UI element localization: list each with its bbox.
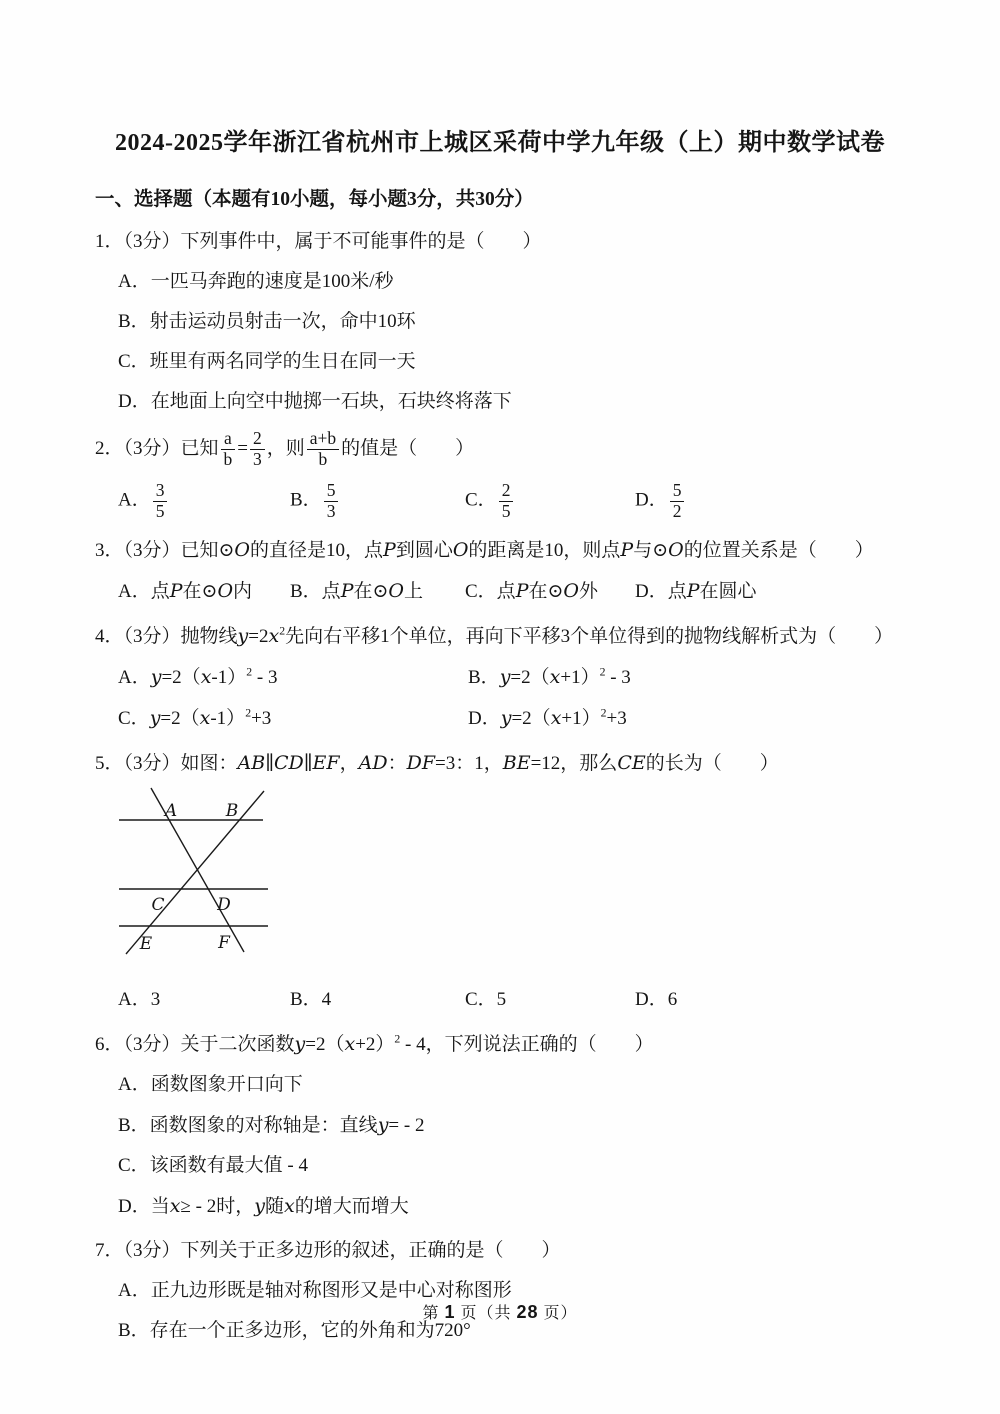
page-footer: 第 1 页（共 28 页） — [422, 1302, 578, 1322]
question-3-option-b: B．点P在⊙O上 — [290, 580, 423, 602]
question-6-stem: 6．（3分）关于二次函数$y=2(x+2)^2 - 4$，下列说法正确的（ ） — [95, 1032, 654, 1055]
question-1-option-b: B．射击运动员射击一次，命中10环 — [118, 311, 416, 332]
question-3-stem: 3．（3分）已知⊙O的直径是10，点P到圆心O的距离是10，则点P与⊙O的位置关系是（ ） — [95, 539, 874, 561]
question-1-option-c: C．班里有两名同学的生日在同一天 — [118, 351, 416, 372]
question-5-stem: 5．（3分）如图：AB∥CD∥EF，AD：DF=3：1，BE=12，那么CE的长为（ ） — [95, 752, 779, 774]
question-5-option-a: A．3 — [118, 989, 161, 1010]
question-5-option-c: C．5 — [465, 989, 507, 1010]
question-5-figure — [105, 783, 905, 971]
page-content — [95, 0, 905, 1344]
question-2-options — [95, 479, 905, 523]
question-7-option-a: A．正九边形既是轴对称图形又是中心对称图形 — [118, 1280, 512, 1301]
question-5-option-d: D．6 — [635, 989, 678, 1010]
question-4-option-a: A．$y=2(x-1)^2 - 3$ — [118, 665, 278, 688]
question-4-option-c: C．$y=2(x-1)^2+3$ — [118, 706, 272, 729]
figure-label-d: D — [217, 895, 231, 915]
question-4-stem: 4．（3分）抛物线$y=2x^2$先向右平移1个单位，再向下平移3个单位得到的抛物线解析式为（ ） — [95, 624, 894, 647]
figure-label-f: F — [218, 933, 230, 953]
question-4-option-b: B．$y=2(x+1)^2 - 3$ — [468, 665, 631, 688]
question-4-options-row-2 — [95, 705, 905, 732]
question-2-option-a: A． $\frac{3}{5}$ — [118, 481, 290, 521]
question-4-option-d: D．$y=2(x+1)^2+3$ — [468, 706, 627, 729]
figure-label-b: B — [225, 801, 239, 821]
question-3-option-d: D．点P在圆心 — [635, 580, 757, 602]
question-3-option-a: A．点P在⊙O内 — [118, 580, 253, 602]
parallel-lines-diagram — [105, 783, 280, 965]
page-title: 2024-2025学年浙江省杭州市上城区采荷中学九年级（上）期中数学试卷 — [115, 130, 885, 156]
question-5-options — [95, 987, 905, 1013]
question-1-option-a: A．一匹马奔跑的速度是100米/秒 — [118, 271, 394, 292]
question-6-option-a: A．函数图象开口向下 — [118, 1074, 303, 1095]
section-header: 一、选择题（本题有10小题，每小题3分，共30分） — [95, 189, 534, 210]
question-2-option-d: D． $\frac{5}{2}$ — [635, 481, 905, 521]
question-7-stem: 7．（3分）下列关于正多边形的叙述，正确的是（ ） — [95, 1240, 561, 1261]
question-7-option-b: B．存在一个正多边形，它的外角和为720° — [118, 1320, 471, 1341]
question-6-option-d: D．当x≥ - 2时，y随x的增大而增大 — [118, 1195, 409, 1217]
question-6-option-c: C．该函数有最大值 - 4 — [118, 1155, 309, 1176]
question-6-option-b: B．函数图象的对称轴是：直线y= - 2 — [118, 1114, 425, 1136]
question-2-option-b: B． $\frac{5}{3}$ — [290, 481, 465, 521]
question-3-option-c: C．点P在⊙O外 — [465, 580, 598, 602]
figure-label-e: E — [139, 934, 153, 954]
question-2-stem: 2．（3分）已知 $\frac{a}{b}$ = $\frac{2}{3}$ ，则 $\frac{a+b}{b}$ 的值是（ ） — [95, 427, 475, 469]
question-5-option-b: B．4 — [290, 989, 332, 1010]
question-1-option-d: D．在地面上向空中抛掷一石块，石块终将落下 — [118, 391, 512, 412]
question-1-stem: 1．（3分）下列事件中，属于不可能事件的是（ ） — [95, 231, 542, 252]
question-2-option-c: C． $\frac{2}{5}$ — [465, 481, 635, 521]
figure-label-a: A — [164, 801, 178, 821]
question-4-options-row-1 — [95, 664, 905, 691]
question-3-options — [95, 578, 905, 605]
figure-label-c: C — [151, 895, 165, 915]
transversal-be — [126, 791, 264, 954]
